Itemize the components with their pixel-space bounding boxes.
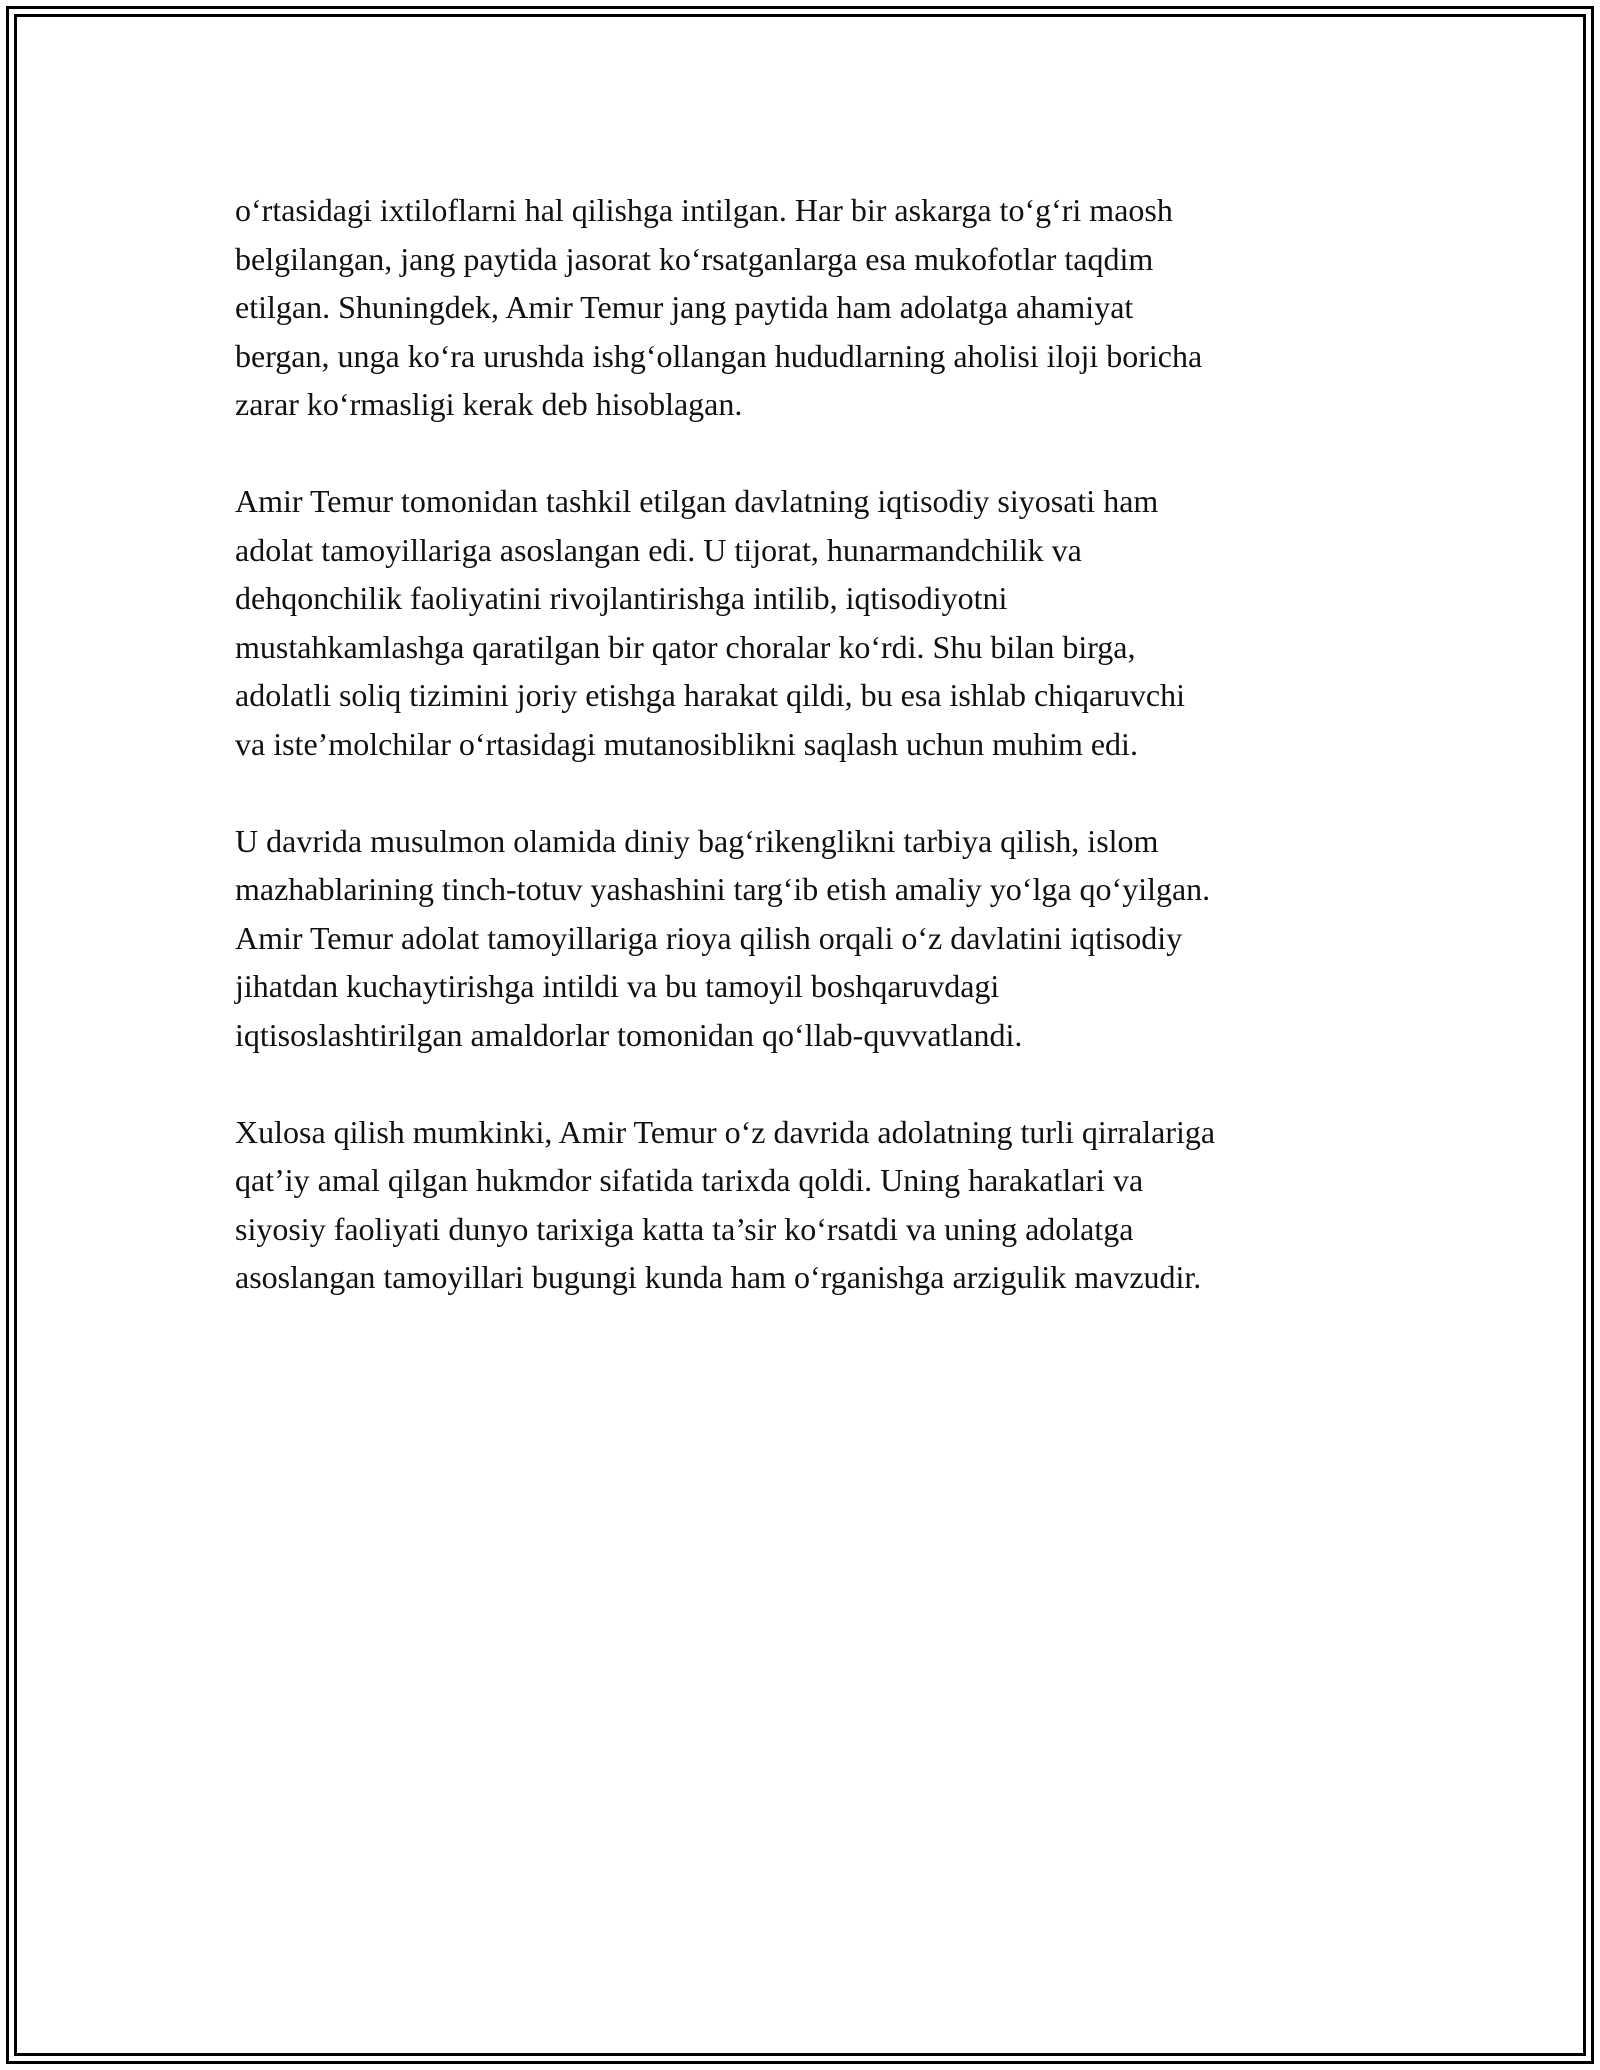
document-body [235, 186, 1375, 1350]
text-line: mazhablarining tinch-totuv yashashini targ‘ib etish amaliy yo‘lga qo‘yilgan. [235, 871, 1211, 907]
text-line: Amir Temur adolat tamoyillariga rioya qilish orqali o‘z davlatini iqtisodiy [235, 919, 1183, 956]
text-line: Amir Temur tomonidan tashkil etilgan davlatning iqtisodiy siyosati ham [235, 483, 1159, 519]
text-line: qat’iy amal qilgan hukmdor sifatida tarixda qoldi. Uning harakatlari va [235, 1162, 1144, 1198]
text-line: asoslangan tamoyillari bugungi kunda ham o‘rganishga arzigulik mavzudir. [235, 1259, 1202, 1295]
text-line: zarar ko‘rmasligi kerak deb hisoblagan. [235, 386, 743, 422]
text-line: va iste’molchilar o‘rtasidagi mutanosiblikni saqlash uchun muhim edi. [235, 725, 1138, 762]
paragraph-2 [235, 477, 1375, 768]
text-line: dehqonchilik faoliyatini rivojlantirishga intilib, iqtisodiyotni [235, 580, 1008, 616]
text-line: iqtisoslashtirilgan amaldorlar tomonidan qo‘llab-quvvatlandi. [235, 1016, 1023, 1053]
text-line: o‘rtasidagi ixtiloflarni hal qilishga intilgan. Har bir askarga to‘g‘ri maosh [235, 192, 1173, 228]
text-line: adolat tamoyillariga asoslangan edi. U tijorat, hunarmandchilik va [235, 531, 1082, 568]
text-line: U davrida musulmon olamida diniy bag‘rikenglikni tarbiya qilish, islom [235, 822, 1159, 859]
text-line: mustahkamlashga qaratilgan bir qator choralar ko‘rdi. Shu bilan birga, [235, 628, 1136, 665]
text-line: bergan, unga ko‘ra urushda ishg‘ollangan hududlarning aholisi iloji boricha [235, 337, 1203, 374]
text-line: siyosiy faoliyati dunyo tarixiga katta ta’sir ko‘rsatdi va uning adolatga [235, 1210, 1134, 1247]
text-line: etilgan. Shuningdek, Amir Temur jang paytida ham adolatga ahamiyat [235, 289, 1134, 325]
paragraph-3 [235, 817, 1375, 1060]
paragraph-4 [235, 1108, 1375, 1302]
text-line: jihatdan kuchaytirishga intildi va bu tamoyil boshqaruvdagi [235, 968, 1000, 1004]
text-line: belgilangan, jang paytida jasorat ko‘rsatganlarga esa mukofotlar taqdim [235, 240, 1154, 277]
text-line: Xulosa qilish mumkinki, Amir Temur o‘z davrida adolatning turli qirralariga [235, 1113, 1216, 1150]
paragraph-1 [235, 186, 1375, 429]
text-line: adolatli soliq tizimini joriy etishga harakat qildi, bu esa ishlab chiqaruvchi [235, 677, 1185, 713]
